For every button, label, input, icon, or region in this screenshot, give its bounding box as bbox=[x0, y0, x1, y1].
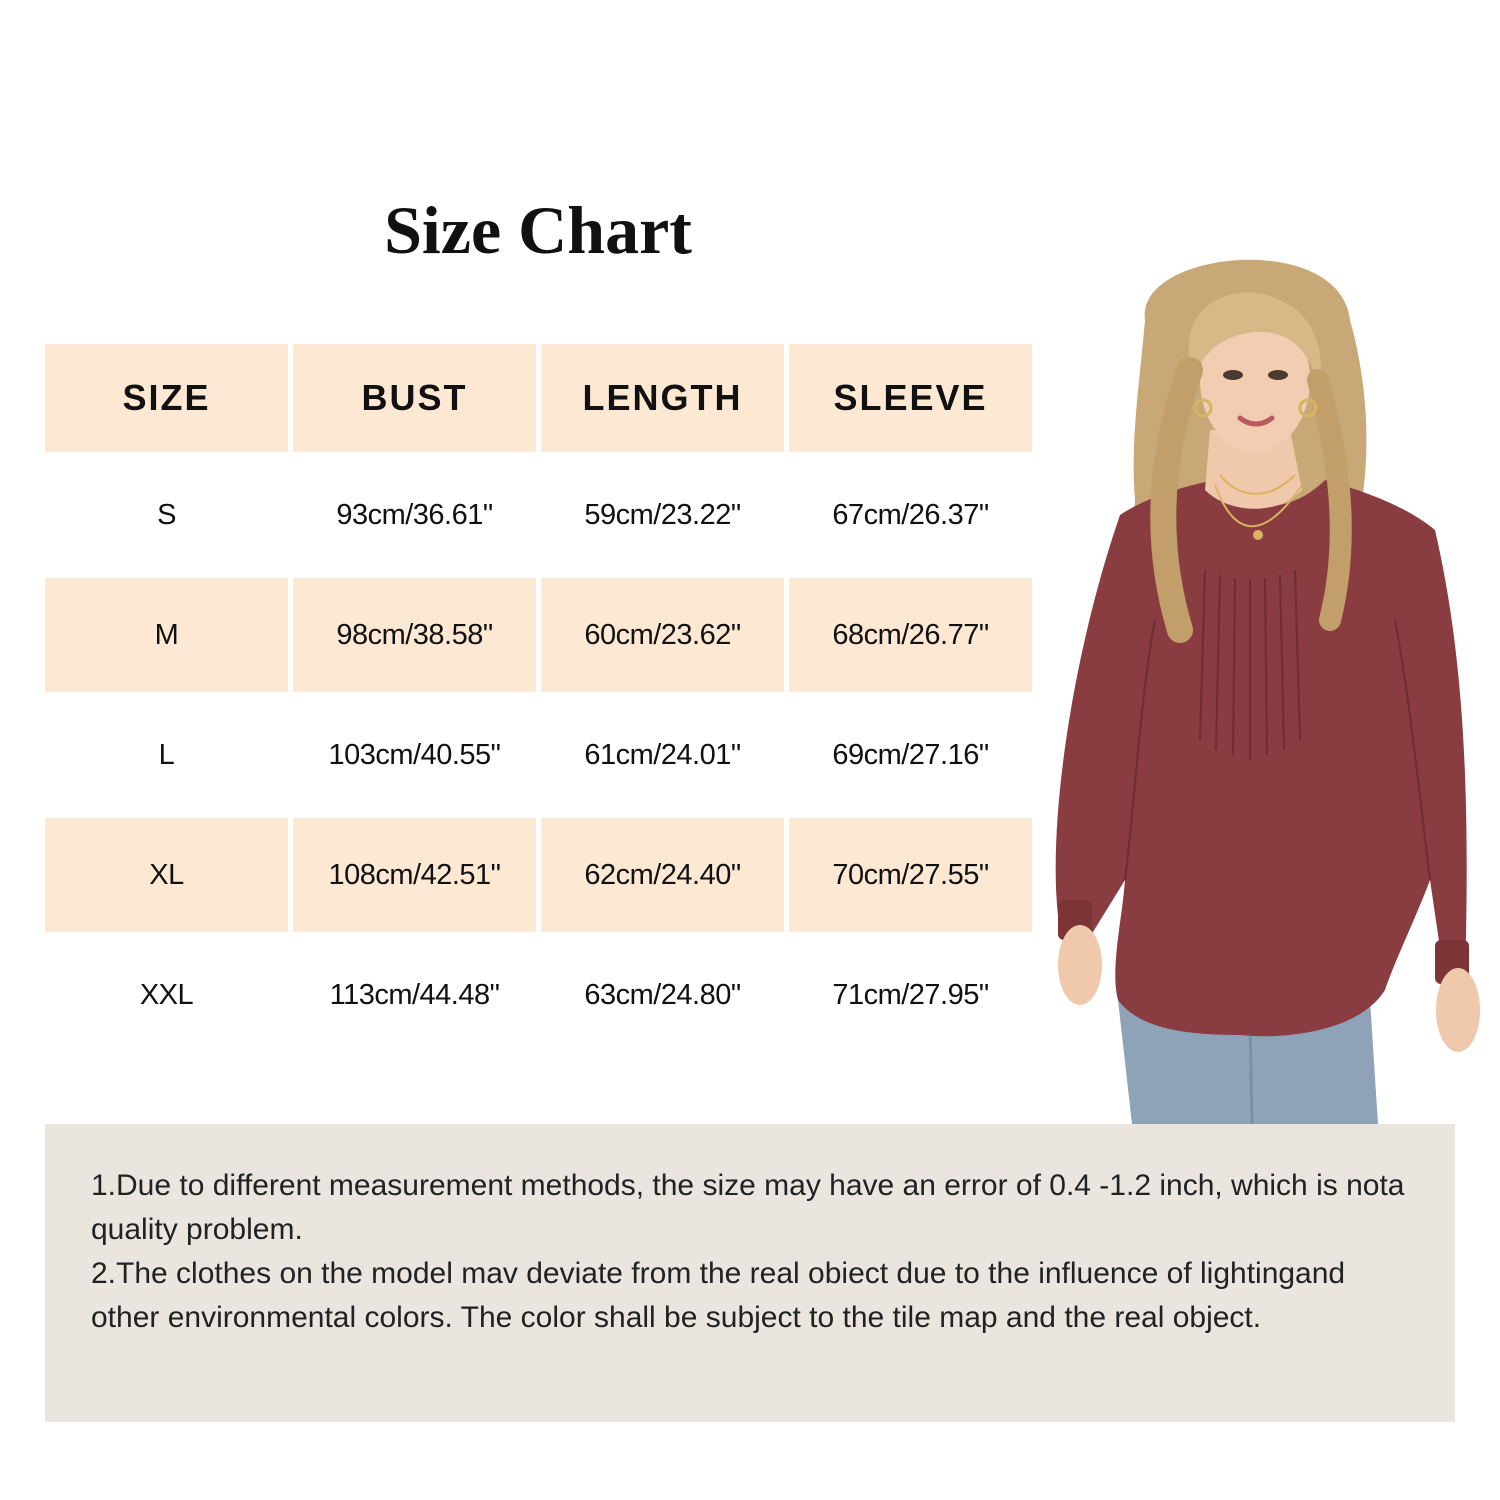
model-photo bbox=[1040, 240, 1480, 1124]
cell-bust: 98cm/38.58" bbox=[293, 578, 536, 692]
cell-bust: 113cm/44.48" bbox=[329, 978, 500, 1011]
table-header-row bbox=[45, 344, 1032, 452]
cell-size: XL bbox=[45, 818, 288, 932]
cell-size: S bbox=[157, 498, 176, 531]
table-row bbox=[45, 458, 1032, 572]
table-row bbox=[45, 818, 1032, 932]
cell-bust: 93cm/36.61" bbox=[336, 498, 493, 531]
shirt bbox=[1056, 480, 1467, 1036]
cell-sleeve: 68cm/26.77" bbox=[789, 578, 1032, 692]
cell-size: XXL bbox=[139, 978, 194, 1011]
note-2: 2.The clothes on the model mav deviate from the real obiect due to the influence of lightingand other environmental colors. The color shall be subject to the tile map and the real object. bbox=[91, 1257, 1346, 1334]
size-table bbox=[40, 344, 1037, 1052]
table-row bbox=[45, 938, 1032, 1052]
cell-bust: 108cm/42.51" bbox=[293, 818, 536, 932]
cell-sleeve: 70cm/27.55" bbox=[789, 818, 1032, 932]
header-size: SIZE bbox=[45, 344, 288, 452]
cell-length: 62cm/24.40" bbox=[541, 818, 784, 932]
cell-sleeve: 69cm/27.16" bbox=[832, 738, 989, 771]
notes-box bbox=[45, 1124, 1455, 1422]
header-sleeve: SLEEVE bbox=[789, 344, 1032, 452]
cell-sleeve: 71cm/27.95" bbox=[832, 978, 989, 1011]
cell-size: L bbox=[158, 738, 175, 771]
table-row bbox=[45, 578, 1032, 692]
cell-length: 60cm/23.62" bbox=[541, 578, 784, 692]
cell-length: 59cm/23.22" bbox=[584, 498, 741, 531]
cell-sleeve: 67cm/26.37" bbox=[832, 498, 989, 531]
cell-size: M bbox=[45, 578, 288, 692]
page-title: Size Chart bbox=[384, 192, 692, 268]
header-length: LENGTH bbox=[541, 344, 784, 452]
cell-length: 63cm/24.80" bbox=[584, 978, 741, 1011]
cell-bust: 103cm/40.55" bbox=[328, 738, 501, 771]
header-bust: BUST bbox=[293, 344, 536, 452]
cell-length: 61cm/24.01" bbox=[584, 738, 741, 771]
table-row bbox=[45, 698, 1032, 812]
note-1: 1.Due to different measurement methods, the size may have an error of 0.4 -1.2 inch, which is nota quality problem. bbox=[91, 1169, 1405, 1246]
